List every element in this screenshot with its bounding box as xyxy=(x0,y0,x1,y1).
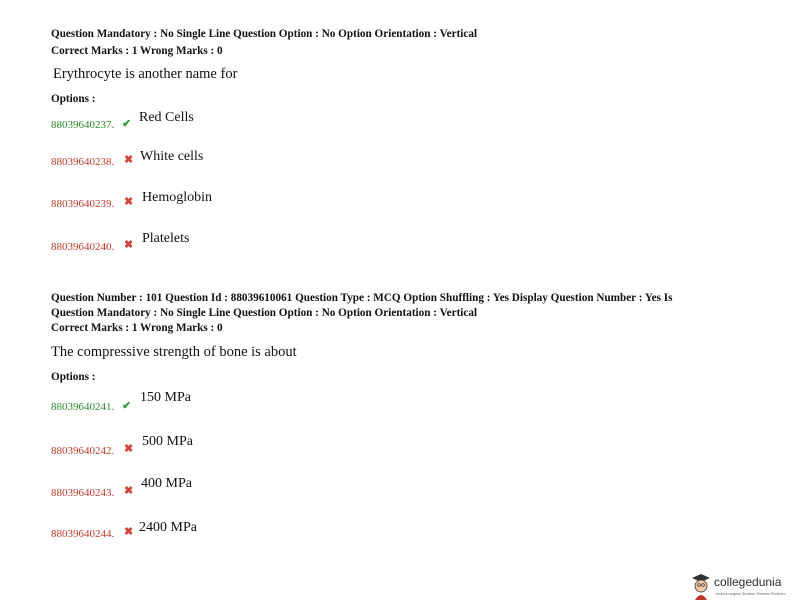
q2-meta-line1: Question Number : 101 Question Id : 88039610061 Question Type : MCQ Option Shuffling : Yes Display Question Number : Yes Is xyxy=(51,292,673,304)
cross-icon: ✖ xyxy=(124,196,134,208)
q2-option-2-text: 500 MPa xyxy=(142,434,193,449)
q1-meta-line1: Question Mandatory : No Single Line Question Option : No Option Orientation : Vertical xyxy=(51,28,478,40)
q1-option-4-text: Platelets xyxy=(142,231,190,246)
q1-options-label: Options : xyxy=(51,93,96,105)
cross-icon: ✖ xyxy=(124,526,134,538)
q1-option-4-id: 88039640240. xyxy=(51,241,115,253)
q1-option-2-text: White cells xyxy=(140,149,204,164)
q2-option-2-id: 88039640242. xyxy=(51,445,115,457)
q2-options-label: Options : xyxy=(51,371,96,383)
check-icon: ✔ xyxy=(122,400,132,412)
q2-meta-line2: Question Mandatory : No Single Line Question Option : No Option Orientation : Vertical xyxy=(51,307,478,319)
cross-icon: ✖ xyxy=(124,154,134,166)
logo-wordmark: collegedunia xyxy=(714,575,782,589)
q2-option-3-id: 88039640243. xyxy=(51,487,115,499)
q1-question-text: Erythrocyte is another name for xyxy=(53,66,238,82)
q2-option-3-text: 400 MPa xyxy=(141,476,192,491)
cross-icon: ✖ xyxy=(124,443,134,455)
q2-meta-line3: Correct Marks : 1 Wrong Marks : 0 xyxy=(51,322,223,334)
q2-option-1-text: 150 MPa xyxy=(140,390,191,405)
q1-option-3-id: 88039640239. xyxy=(51,198,115,210)
cross-icon: ✖ xyxy=(124,485,134,497)
collegedunia-logo xyxy=(690,572,790,604)
logo-tagline: India's largest Student Review Platform xyxy=(716,591,786,596)
q1-option-2-id: 88039640238. xyxy=(51,156,115,168)
check-icon: ✔ xyxy=(122,118,132,130)
q1-option-1-id: 88039640237. xyxy=(51,119,115,131)
q1-meta-line2: Correct Marks : 1 Wrong Marks : 0 xyxy=(51,45,223,57)
q2-question-text: The compressive strength of bone is about xyxy=(51,344,297,360)
q2-option-4-id: 88039640244. xyxy=(51,528,115,540)
q2-option-1-id: 88039640241. xyxy=(51,401,115,413)
cross-icon: ✖ xyxy=(124,239,134,251)
student-mascot-icon xyxy=(690,572,712,602)
q1-option-1-text: Red Cells xyxy=(139,110,194,125)
q2-option-4-text: 2400 MPa xyxy=(139,520,197,535)
q1-option-3-text: Hemoglobin xyxy=(142,190,212,205)
